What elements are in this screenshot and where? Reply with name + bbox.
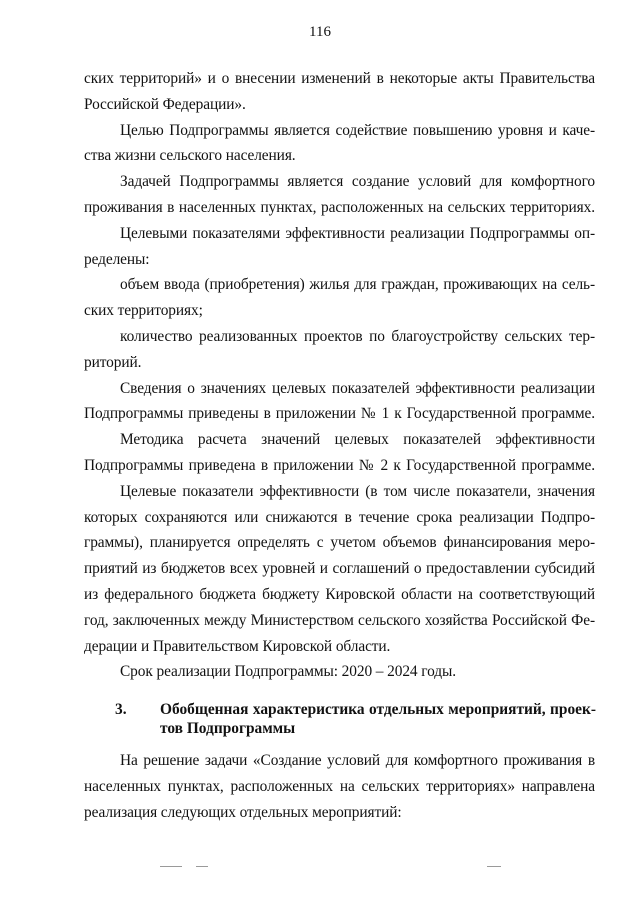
section-title-line: Обобщенная характеристика отдельных мероприятий, проек- (160, 701, 596, 718)
text-line: На решение задачи «Создание условий для комфортного проживания в (120, 752, 595, 769)
section-number: 3. (115, 701, 127, 718)
section-title-line: тов Подпрограммы (160, 720, 296, 737)
text-line: населенных пунктах, расположенных на сельских территориях» направлена (84, 777, 595, 795)
text-line: ских территориях; (84, 302, 203, 320)
text-line: проживания в населенных пунктах, расположенных на сельских территориях. (84, 198, 595, 216)
text-line: дерации и Правительством Кировской области. (84, 637, 391, 655)
text-line: Целевые показатели эффективности (в том числе показатели, значения (120, 482, 595, 500)
text-line: Российской Федерации». (84, 95, 246, 113)
text-line: Подпрограммы приведены в приложении № 1 к Государственной программе. (84, 405, 595, 423)
paragraph-task (84, 169, 595, 221)
paragraph-indicator-projects (84, 324, 595, 376)
text-line: риторий. (84, 353, 142, 371)
paragraph-indicators (84, 221, 595, 273)
text-line: которых сохраняются или снижаются в течение срока реализации Подпро- (84, 508, 595, 526)
paragraph-goal (84, 118, 595, 170)
text-line: граммы), планируется определять с учетом объемов финансирования меро- (84, 534, 595, 552)
text-line: Задачей Подпрограммы является создание условий для комфортного (120, 173, 595, 191)
scan-artifact (160, 866, 182, 867)
closing-paragraph (84, 748, 595, 825)
text-line: количество реализованных проектов по благоустройству сельских тер- (120, 327, 595, 345)
body-text (84, 66, 595, 685)
text-line: Целевыми показателями эффективности реализации Подпрограммы оп- (120, 224, 595, 242)
text-line: Подпрограммы приведена в приложении № 2 к Государственной программе. (84, 456, 595, 474)
page-number: 116 (309, 24, 331, 40)
paragraph-continuation (84, 66, 595, 118)
text-line: ства жизни сельского населения. (84, 147, 296, 165)
scan-artifact (487, 866, 501, 867)
section-title (160, 700, 596, 738)
text-line: реализация следующих отдельных мероприятий: (84, 803, 402, 821)
paragraph-indicator-housing (84, 272, 595, 324)
paragraph-term (84, 659, 595, 685)
text-line: ских территорий» и о внесении изменений в некоторые акты Правительства (84, 70, 595, 87)
text-line: приятий из бюджетов всех уровней и соглашений о предоставлении субсидий (84, 560, 595, 578)
text-line: год, заключенных между Министерством сельского хозяйства Российской Фе- (84, 611, 595, 629)
text-line: Целью Подпрограммы является содействие повышению уровня и каче- (120, 121, 595, 139)
text-line: из федерального бюджета бюджету Кировской области на соответствующий (84, 585, 595, 603)
text-line: Срок реализации Подпрограммы: 2020 – 2024 годы. (120, 663, 456, 681)
text-line: объем ввода (приобретения) жилья для граждан, проживающих на сель- (120, 276, 595, 294)
paragraph-appendix-2 (84, 427, 595, 479)
text-line: Сведения о значениях целевых показателей эффективности реализации (120, 379, 595, 397)
paragraph-appendix-1 (84, 376, 595, 428)
scan-artifact (196, 866, 208, 867)
paragraph-target-values (84, 479, 595, 660)
text-line: ределены: (84, 250, 150, 268)
text-line: Методика расчета значений целевых показателей эффективности (120, 431, 595, 449)
